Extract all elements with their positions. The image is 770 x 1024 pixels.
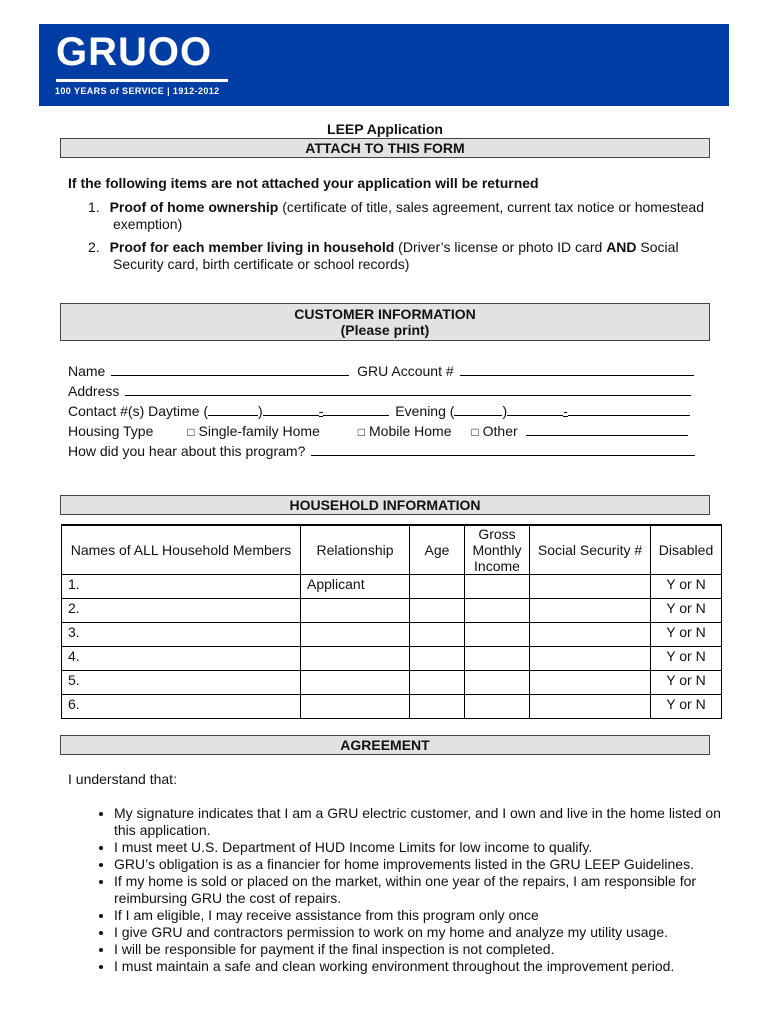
account-label: GRU Account # bbox=[357, 363, 454, 379]
ssn-cell[interactable] bbox=[530, 695, 651, 719]
ssn-cell[interactable] bbox=[530, 647, 651, 671]
relationship-cell[interactable] bbox=[301, 671, 410, 695]
table-row bbox=[62, 671, 722, 695]
income-cell[interactable] bbox=[465, 671, 530, 695]
other-field[interactable] bbox=[526, 422, 688, 436]
relationship-cell[interactable] bbox=[301, 623, 410, 647]
ssn-cell[interactable] bbox=[530, 599, 651, 623]
logo-divider bbox=[56, 79, 228, 82]
housing-label: Housing Type bbox=[68, 423, 154, 439]
income-cell[interactable] bbox=[465, 695, 530, 719]
requirement-item-1-cont: exemption) bbox=[113, 216, 183, 232]
item-number: 1. bbox=[88, 199, 100, 215]
address-label: Address bbox=[68, 383, 120, 399]
referral-label: How did you hear about this program? bbox=[68, 443, 306, 459]
item-title: Proof of home ownership bbox=[109, 199, 279, 215]
address-row bbox=[68, 382, 691, 400]
item-detail: (Driver’s license or photo ID card bbox=[394, 239, 607, 255]
table-row bbox=[62, 575, 722, 599]
table-row bbox=[62, 647, 722, 671]
name-label: Name bbox=[68, 363, 106, 379]
contact-row bbox=[68, 402, 690, 420]
paren-close: ) bbox=[258, 403, 263, 419]
household-heading: HOUSEHOLD INFORMATION bbox=[60, 495, 710, 515]
name-field[interactable] bbox=[111, 362, 349, 376]
age-cell[interactable] bbox=[410, 623, 465, 647]
name-row bbox=[68, 362, 694, 380]
checkbox-icon[interactable]: □ bbox=[357, 425, 366, 439]
customer-info-subtitle: (Please print) bbox=[340, 322, 430, 338]
table-row bbox=[62, 695, 722, 719]
requirement-item-2 bbox=[88, 239, 679, 256]
item-detail: (certificate of title, sales agreement, current tax notice or homestead bbox=[278, 199, 705, 215]
agreement-item: • I must maintain a safe and clean working environment throughout the improvement period. bbox=[114, 958, 734, 975]
income-cell[interactable] bbox=[465, 575, 530, 599]
relationship-cell[interactable] bbox=[301, 695, 410, 719]
requirement-item-2-cont: Security card, birth certificate or school records) bbox=[113, 256, 410, 272]
other-option[interactable] bbox=[471, 423, 517, 439]
warning-text: If the following items are not attached your application will be returned bbox=[68, 175, 539, 191]
evening-prefix-field[interactable] bbox=[507, 402, 563, 416]
evening-label: Evening ( bbox=[395, 403, 455, 419]
income-cell[interactable] bbox=[465, 647, 530, 671]
member-name-cell[interactable]: 2. bbox=[62, 599, 301, 623]
income-cell[interactable] bbox=[465, 623, 530, 647]
agreement-item: • My signature indicates that I am a GRU electric customer, and I own and live in the home listed on this application. bbox=[114, 805, 734, 839]
daytime-area-code-field[interactable] bbox=[208, 402, 258, 416]
single-family-label: Single-family Home bbox=[198, 423, 320, 439]
disabled-cell[interactable]: Y or N bbox=[651, 599, 722, 623]
checkbox-icon[interactable]: □ bbox=[187, 425, 195, 439]
member-name-cell[interactable]: 3. bbox=[62, 623, 301, 647]
agreement-item: • GRU’s obligation is as a financier for home improvements listed in the GRU LEEP Guidelines. bbox=[114, 856, 734, 873]
col-names: Names of ALL Household Members bbox=[62, 525, 301, 575]
account-field[interactable] bbox=[460, 362, 694, 376]
paren-close: ) bbox=[502, 403, 508, 419]
household-header-row bbox=[62, 525, 722, 575]
col-disabled: Disabled bbox=[651, 525, 722, 575]
ssn-cell[interactable] bbox=[530, 671, 651, 695]
agreement-list bbox=[88, 805, 734, 975]
daytime-number-field[interactable] bbox=[323, 402, 389, 416]
single-family-option[interactable] bbox=[187, 423, 320, 439]
table-row bbox=[62, 599, 722, 623]
household-table bbox=[61, 524, 722, 719]
item-title: Proof for each member living in household bbox=[109, 239, 395, 255]
logo-tagline: 100 YEARS of SERVICE | 1912-2012 bbox=[55, 86, 220, 96]
disabled-cell[interactable]: Y or N bbox=[651, 647, 722, 671]
age-cell[interactable] bbox=[410, 695, 465, 719]
daytime-dash: - bbox=[318, 403, 324, 419]
col-age: Age bbox=[410, 525, 465, 575]
agreement-item: • If my home is sold or placed on the market, within one year of the repairs, I am responsible for reimbursing GRU the cost of repairs. bbox=[114, 873, 734, 907]
age-cell[interactable] bbox=[410, 575, 465, 599]
attach-heading: ATTACH TO THIS FORM bbox=[60, 138, 710, 158]
relationship-cell[interactable]: Applicant bbox=[301, 575, 410, 599]
requirement-item-1 bbox=[88, 199, 704, 216]
agreement-item: • I will be responsible for payment if the final inspection is not completed. bbox=[114, 941, 734, 958]
daytime-label: Contact #(s) Daytime ( bbox=[68, 403, 209, 419]
agreement-intro: I understand that: bbox=[68, 771, 177, 787]
referral-field[interactable] bbox=[311, 442, 695, 456]
member-name-cell[interactable]: 5. bbox=[62, 671, 301, 695]
evening-area-code-field[interactable] bbox=[454, 402, 502, 416]
member-name-cell[interactable]: 1. bbox=[62, 575, 301, 599]
age-cell[interactable] bbox=[410, 647, 465, 671]
age-cell[interactable] bbox=[410, 671, 465, 695]
agreement-item: • I must meet U.S. Department of HUD Income Limits for low income to qualify. bbox=[114, 839, 734, 856]
col-income: Gross Monthly Income bbox=[465, 525, 530, 575]
disabled-cell[interactable]: Y or N bbox=[651, 623, 722, 647]
customer-info-title: CUSTOMER INFORMATION bbox=[294, 306, 476, 322]
income-cell[interactable] bbox=[465, 599, 530, 623]
other-label: Other bbox=[482, 423, 518, 439]
age-cell[interactable] bbox=[410, 599, 465, 623]
item-number: 2. bbox=[88, 239, 100, 255]
disabled-cell[interactable]: Y or N bbox=[651, 695, 722, 719]
gru-logo: GRUOO bbox=[56, 30, 213, 74]
relationship-cell[interactable] bbox=[301, 599, 410, 623]
daytime-prefix-field[interactable] bbox=[263, 402, 319, 416]
mobile-home-option[interactable] bbox=[358, 423, 452, 439]
agreement-item: • I give GRU and contractors permission to work on my home and analyze my utility usage. bbox=[114, 924, 734, 941]
checkbox-icon[interactable]: □ bbox=[471, 425, 479, 439]
mobile-home-label: Mobile Home bbox=[369, 423, 452, 439]
item-detail-end: Social bbox=[636, 239, 679, 255]
agreement-item: • If I am eligible, I may receive assistance from this program only once bbox=[114, 907, 734, 924]
member-name-cell[interactable]: 4. bbox=[62, 647, 301, 671]
col-ssn: Social Security # bbox=[530, 525, 651, 575]
disabled-cell[interactable]: Y or N bbox=[651, 575, 722, 599]
agreement-heading: AGREEMENT bbox=[60, 735, 710, 755]
relationship-cell[interactable] bbox=[301, 647, 410, 671]
disabled-cell[interactable]: Y or N bbox=[651, 671, 722, 695]
referral-row bbox=[68, 442, 695, 460]
ssn-cell[interactable] bbox=[530, 623, 651, 647]
form-title: LEEP Application bbox=[327, 121, 443, 137]
col-relationship: Relationship bbox=[301, 525, 410, 575]
customer-info-heading bbox=[60, 303, 710, 341]
ssn-cell[interactable] bbox=[530, 575, 651, 599]
evening-dash: - bbox=[563, 403, 568, 419]
housing-row bbox=[68, 422, 688, 441]
member-name-cell[interactable]: 6. bbox=[62, 695, 301, 719]
address-field[interactable] bbox=[125, 382, 691, 396]
evening-number-field[interactable] bbox=[568, 402, 690, 416]
item-and: AND bbox=[606, 239, 637, 255]
table-row bbox=[62, 623, 722, 647]
